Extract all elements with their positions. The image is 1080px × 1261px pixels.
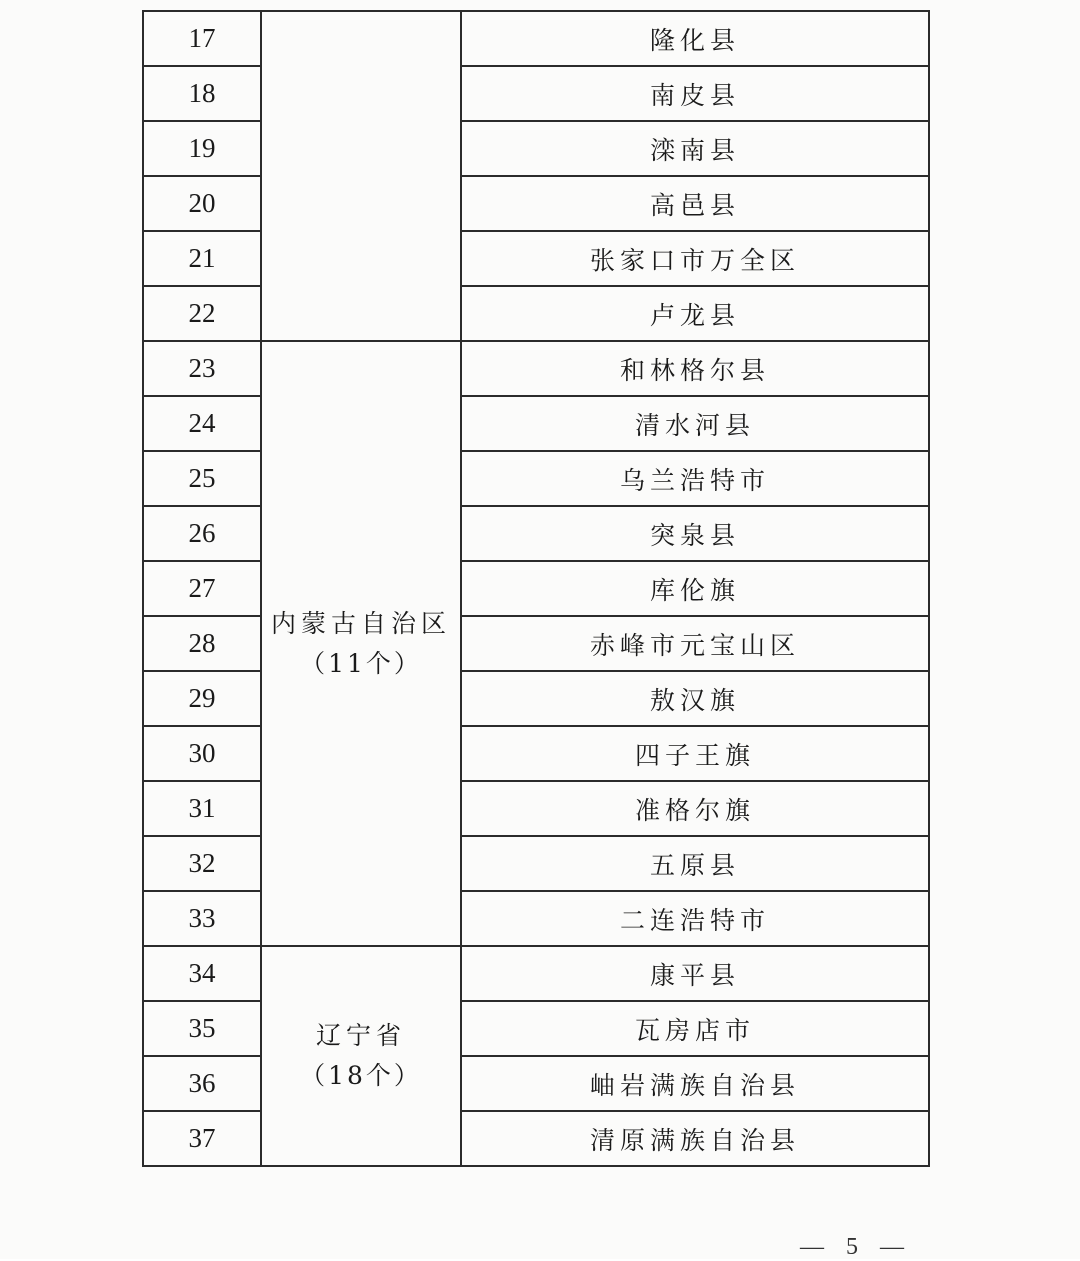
province-name: 内蒙古自治区 — [270, 608, 451, 638]
county-name-cell: 赤峰市元宝山区 — [461, 616, 929, 671]
table-row — [143, 561, 929, 616]
county-name-cell: 清原满族自治县 — [461, 1111, 929, 1166]
table-row — [143, 1001, 929, 1056]
row-number-cell: 26 — [143, 506, 261, 561]
table-row — [143, 781, 929, 836]
row-number-cell: 18 — [143, 66, 261, 121]
province-cell — [261, 11, 461, 341]
county-name-cell: 二连浩特市 — [461, 891, 929, 946]
table-row — [143, 1056, 929, 1111]
province-name: 辽宁省 — [315, 1021, 406, 1050]
province-cell — [261, 341, 461, 946]
county-name-cell: 突泉县 — [461, 506, 929, 561]
county-name-cell: 乌兰浩特市 — [461, 451, 929, 506]
table-row — [143, 836, 929, 891]
table-row — [143, 1111, 929, 1166]
county-name-cell: 张家口市万全区 — [461, 231, 929, 286]
row-number-cell: 23 — [143, 341, 261, 396]
row-number-cell: 20 — [143, 176, 261, 231]
county-list-table — [142, 10, 930, 1167]
county-name-cell: 高邑县 — [461, 176, 929, 231]
row-number-cell: 28 — [143, 616, 261, 671]
table-row — [143, 946, 929, 1001]
county-name-cell: 清水河县 — [461, 396, 929, 451]
table-row — [143, 121, 929, 176]
page-number: — 5 — — [800, 1234, 912, 1260]
row-number-cell: 35 — [143, 1001, 261, 1056]
county-name-cell: 五原县 — [461, 836, 929, 891]
table-row — [143, 451, 929, 506]
row-number-cell: 37 — [143, 1111, 261, 1166]
row-number-cell: 27 — [143, 561, 261, 616]
table-row — [143, 66, 929, 121]
province-county-count: （11个） — [300, 648, 422, 678]
table-row — [143, 671, 929, 726]
table-row — [143, 286, 929, 341]
province-cell — [261, 946, 461, 1166]
row-number-cell: 33 — [143, 891, 261, 946]
table-row — [143, 726, 929, 781]
table-row — [143, 231, 929, 286]
row-number-cell: 29 — [143, 671, 261, 726]
county-name-cell: 隆化县 — [461, 11, 929, 66]
county-name-cell: 瓦房店市 — [461, 1001, 929, 1056]
county-name-cell: 库伦旗 — [461, 561, 929, 616]
county-name-cell: 南皮县 — [461, 66, 929, 121]
table-row — [143, 506, 929, 561]
table-row — [143, 341, 929, 396]
county-name-cell: 准格尔旗 — [461, 781, 929, 836]
county-name-cell: 岫岩满族自治县 — [461, 1056, 929, 1111]
row-number-cell: 21 — [143, 231, 261, 286]
row-number-cell: 34 — [143, 946, 261, 1001]
province-county-count: （18个） — [300, 1061, 422, 1090]
table-row — [143, 176, 929, 231]
county-name-cell: 四子王旗 — [461, 726, 929, 781]
table-row — [143, 891, 929, 946]
row-number-cell: 24 — [143, 396, 261, 451]
county-name-cell: 康平县 — [461, 946, 929, 1001]
row-number-cell: 36 — [143, 1056, 261, 1111]
county-name-cell: 敖汉旗 — [461, 671, 929, 726]
county-name-cell: 和林格尔县 — [461, 341, 929, 396]
row-number-cell: 25 — [143, 451, 261, 506]
row-number-cell: 19 — [143, 121, 261, 176]
county-name-cell: 卢龙县 — [461, 286, 929, 341]
table-body — [143, 11, 929, 1166]
row-number-cell: 31 — [143, 781, 261, 836]
county-name-cell: 滦南县 — [461, 121, 929, 176]
row-number-cell: 32 — [143, 836, 261, 891]
row-number-cell: 17 — [143, 11, 261, 66]
table-row — [143, 616, 929, 671]
table-row — [143, 11, 929, 66]
row-number-cell: 30 — [143, 726, 261, 781]
row-number-cell: 22 — [143, 286, 261, 341]
table-row — [143, 396, 929, 451]
